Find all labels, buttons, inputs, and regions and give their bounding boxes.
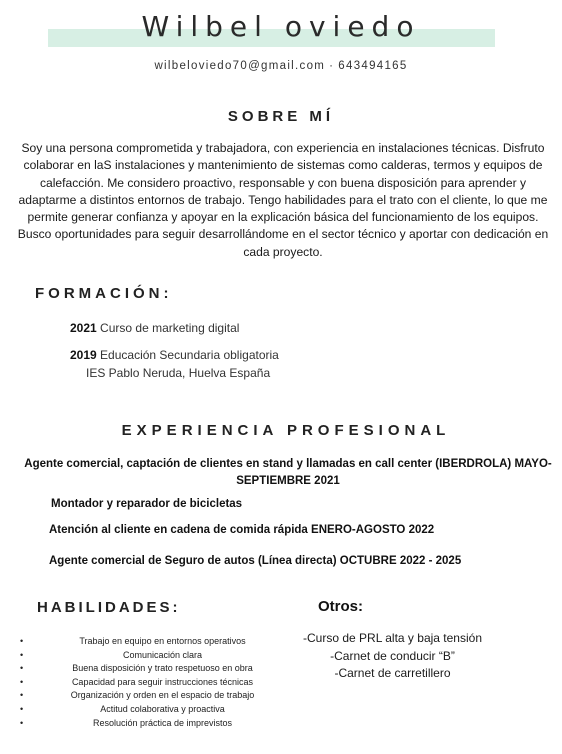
phone-text: 643494165 xyxy=(338,60,408,72)
other-item: -Curso de PRL alta y baja tensión xyxy=(303,631,482,645)
education-year: 2019 xyxy=(70,348,97,362)
about-heading: SOBRE MÍ xyxy=(227,108,335,125)
skills-heading: HABILIDADES: xyxy=(37,599,181,616)
skill-item: • Resolución práctica de imprevistos xyxy=(20,717,295,731)
about-paragraph: Soy una persona comprometida y trabajadora, con experiencia en instalaciones técnicas. Disfruto colaborar en laS instalaciones y mantenimiento de sistemas como calderas, termos y equipos de calefacción. Me considero proactivo, responsable y con buena disposición para aprender y adaptarme a distintos entornos de trabajo. Tengo habilidades para el trato con el cliente, lo que me permite generar confianza y apoyar en la explicación básica del funcionamiento de los equipos. Busco oportunidades para seguir desarrollándome en el sector técnico y aportar con dedicación en cada proyecto. xyxy=(17,141,549,259)
skills-list xyxy=(20,635,295,730)
contact-line xyxy=(0,60,562,72)
education-label: Curso de marketing digital xyxy=(100,321,240,335)
education-label: Educación Secundaria obligatoria xyxy=(100,348,279,362)
skill-item: • Capacidad para seguir instrucciones técnicas xyxy=(20,676,295,690)
education-heading: FORMACIÓN: xyxy=(35,285,173,302)
other-heading: Otros: xyxy=(318,598,363,615)
education-item xyxy=(70,321,239,335)
experience-item: Agente comercial de Seguro de autos (Línea directa) OCTUBRE 2022 - 2025 xyxy=(49,555,462,567)
other-item: -Carnet de conducir “B” xyxy=(330,648,455,663)
email-text: wilbeloviedo70@gmail.com xyxy=(154,60,326,72)
education-year: 2021 xyxy=(70,321,97,335)
other-item: -Carnet de carretillero xyxy=(334,666,451,680)
skill-item: • Trabajo en equipo en entornos operativos xyxy=(20,635,295,649)
skill-item: • Buena disposición y trato respetuoso en obra xyxy=(20,662,295,676)
skill-item: • Organización y orden en el espacio de trabajo xyxy=(20,689,295,703)
experience-item: Agente comercial, captación de clientes en stand y llamadas en call center (IBERDROLA) MAYO-SEPTIEMBRE 2021 xyxy=(24,458,552,487)
experience-heading: EXPERIENCIA PROFESIONAL xyxy=(121,422,451,439)
candidate-name: Wilbel oviedo xyxy=(141,10,421,43)
other-list xyxy=(285,630,500,683)
contact-separator: · xyxy=(329,60,335,72)
education-place: IES Pablo Neruda, Huelva España xyxy=(86,366,271,380)
education-item xyxy=(70,348,279,362)
skill-item: • Comunicación clara xyxy=(20,649,295,663)
skill-item: • Actitud colaborativa y proactiva xyxy=(20,703,295,717)
experience-item: Montador y reparador de bicicletas xyxy=(51,498,243,510)
experience-item: Atención al cliente en cadena de comida rápida ENERO-AGOSTO 2022 xyxy=(49,524,435,536)
